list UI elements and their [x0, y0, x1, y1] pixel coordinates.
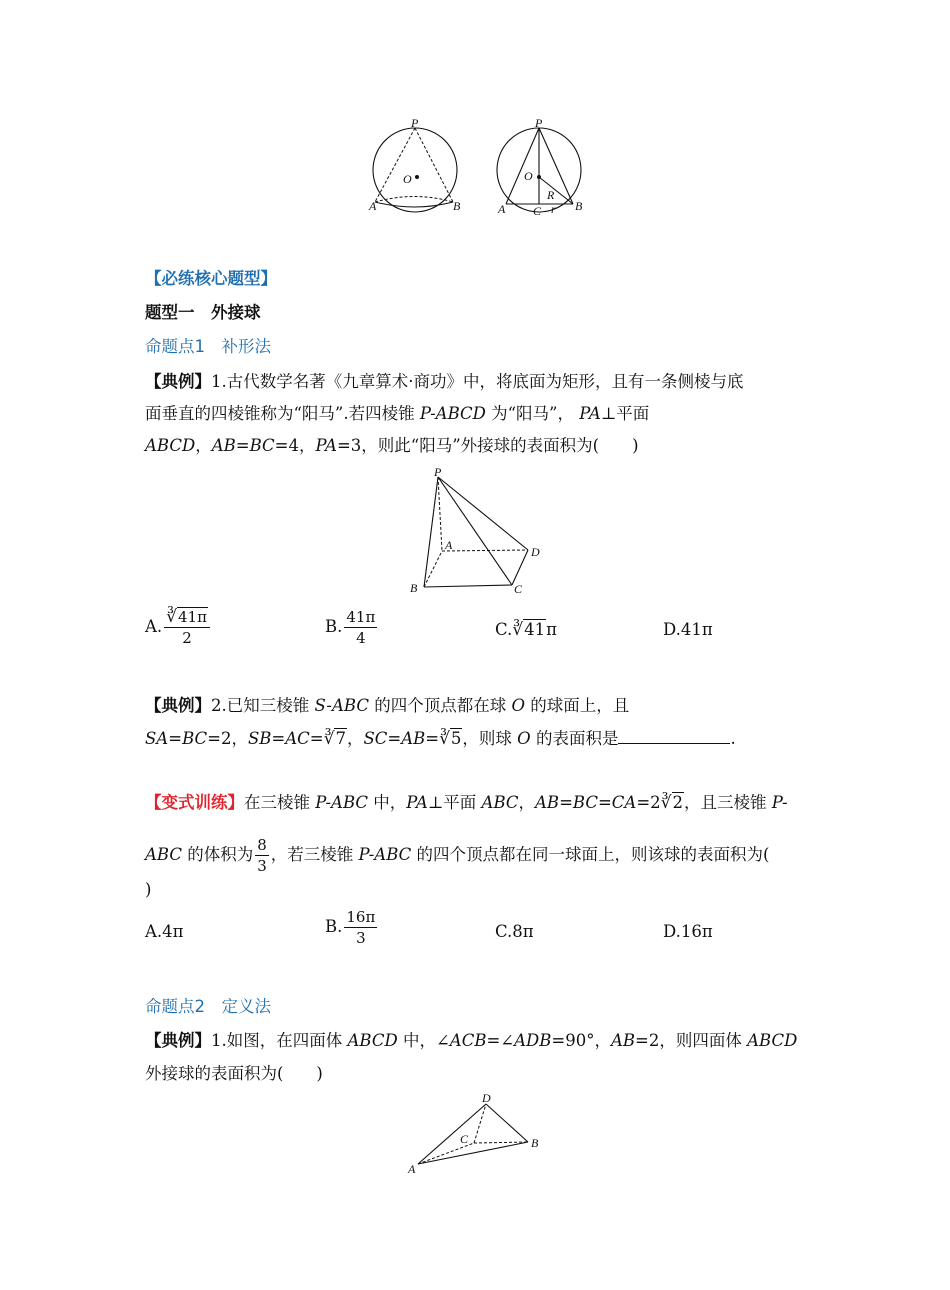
variant-option-c: C.8π — [495, 922, 534, 941]
variant-option-b: B. $\frac{16\pi}{3}$ — [325, 908, 376, 947]
ex1-option-b: B. $\frac{41\pi}{4}$ — [325, 608, 376, 647]
ex1-option-a: A. $\frac{∛41\pi}{2}$ — [145, 608, 212, 647]
svg-text:P: P — [411, 116, 419, 130]
section-header: 【必练核心题型】 — [145, 269, 277, 288]
svg-text:A: A — [445, 538, 453, 552]
ex3-tag: 【典例】 — [145, 1031, 211, 1050]
ex1-line3: ABCD，AB=BC=4，PA=3，则此“阳马”外接球的表面积为( ) — [145, 436, 639, 455]
variant-tag: 【变式训练】 — [145, 793, 244, 812]
variant-option-d: D.16π — [663, 922, 713, 941]
type-title: 题型一 外接球 — [145, 303, 261, 322]
svg-text:D: D — [482, 1091, 491, 1105]
svg-text:C: C — [460, 1132, 469, 1146]
point2-title: 命题点2 定义法 — [145, 997, 271, 1016]
ex2-tag: 【典例】 — [145, 696, 211, 715]
variant-line2: ABC 的体积为 $\frac{8}{3}$ ，若三棱锥 P-ABC 的四个顶点都在同一球面上，则该球的表面积为( — [145, 836, 770, 875]
svg-text:A: A — [408, 1162, 416, 1176]
ex2-line2: SA=BC=2，SB=AC=∛7，SC=AB=∛5，则球 O 的表面积是 . — [145, 729, 736, 749]
answer-blank — [618, 728, 730, 744]
svg-text:O: O — [403, 172, 412, 186]
sphere-section-figure — [497, 116, 583, 218]
ex3-line1: 【典例】1.如图，在四面体 ABCD 中，∠ACB=∠ADB=90°，AB=2，则四面体 ABCD — [145, 1031, 798, 1050]
svg-text:B: B — [410, 581, 418, 595]
svg-text:P: P — [434, 465, 442, 479]
ex3-line2: 外接球的表面积为( ) — [145, 1064, 323, 1083]
top-sphere-figures — [360, 115, 600, 220]
svg-text:A: A — [369, 199, 377, 213]
variant-option-a: A.4π — [145, 922, 184, 941]
ex1-tag: 【典例】 — [145, 372, 211, 391]
svg-text:r: r — [551, 202, 556, 216]
ex1-option-d: D.41π — [663, 620, 713, 639]
ex1-line1: 【典例】1.古代数学名著《九章算术·商功》中，将底面为矩形，且有一条侧棱与底 — [145, 372, 744, 391]
variant-line1: 【变式训练】在三棱锥 P-ABC 中，PA⊥平面 ABC，AB=BC=CA=2∛2，且三棱锥 P- — [145, 793, 788, 813]
svg-text:R: R — [547, 188, 555, 202]
svg-text:D: D — [531, 545, 540, 559]
svg-text:B: B — [575, 199, 583, 213]
tetrahedron-figure — [400, 1088, 550, 1178]
variant-line3: ) — [145, 880, 152, 899]
svg-text:B: B — [453, 199, 461, 213]
svg-text:A: A — [498, 202, 506, 216]
svg-text:B: B — [531, 1136, 539, 1150]
point1-title: 命题点1 补形法 — [145, 337, 271, 356]
svg-text:O: O — [524, 169, 533, 183]
ex1-option-c: C.∛41π — [495, 620, 557, 640]
ex2-line1: 【典例】2.已知三棱锥 S-ABC 的四个顶点都在球 O 的球面上，且 — [145, 696, 630, 715]
ex1-line2: 面垂直的四棱锥称为“阳马”.若四棱锥 P-ABCD 为“阳马”， PA⊥平面 — [145, 404, 650, 423]
pyramid-figure — [400, 465, 555, 595]
svg-text:C: C — [533, 204, 542, 218]
svg-text:C: C — [514, 582, 523, 595]
sphere-cone-figure — [368, 116, 461, 213]
svg-text:P: P — [535, 116, 543, 130]
